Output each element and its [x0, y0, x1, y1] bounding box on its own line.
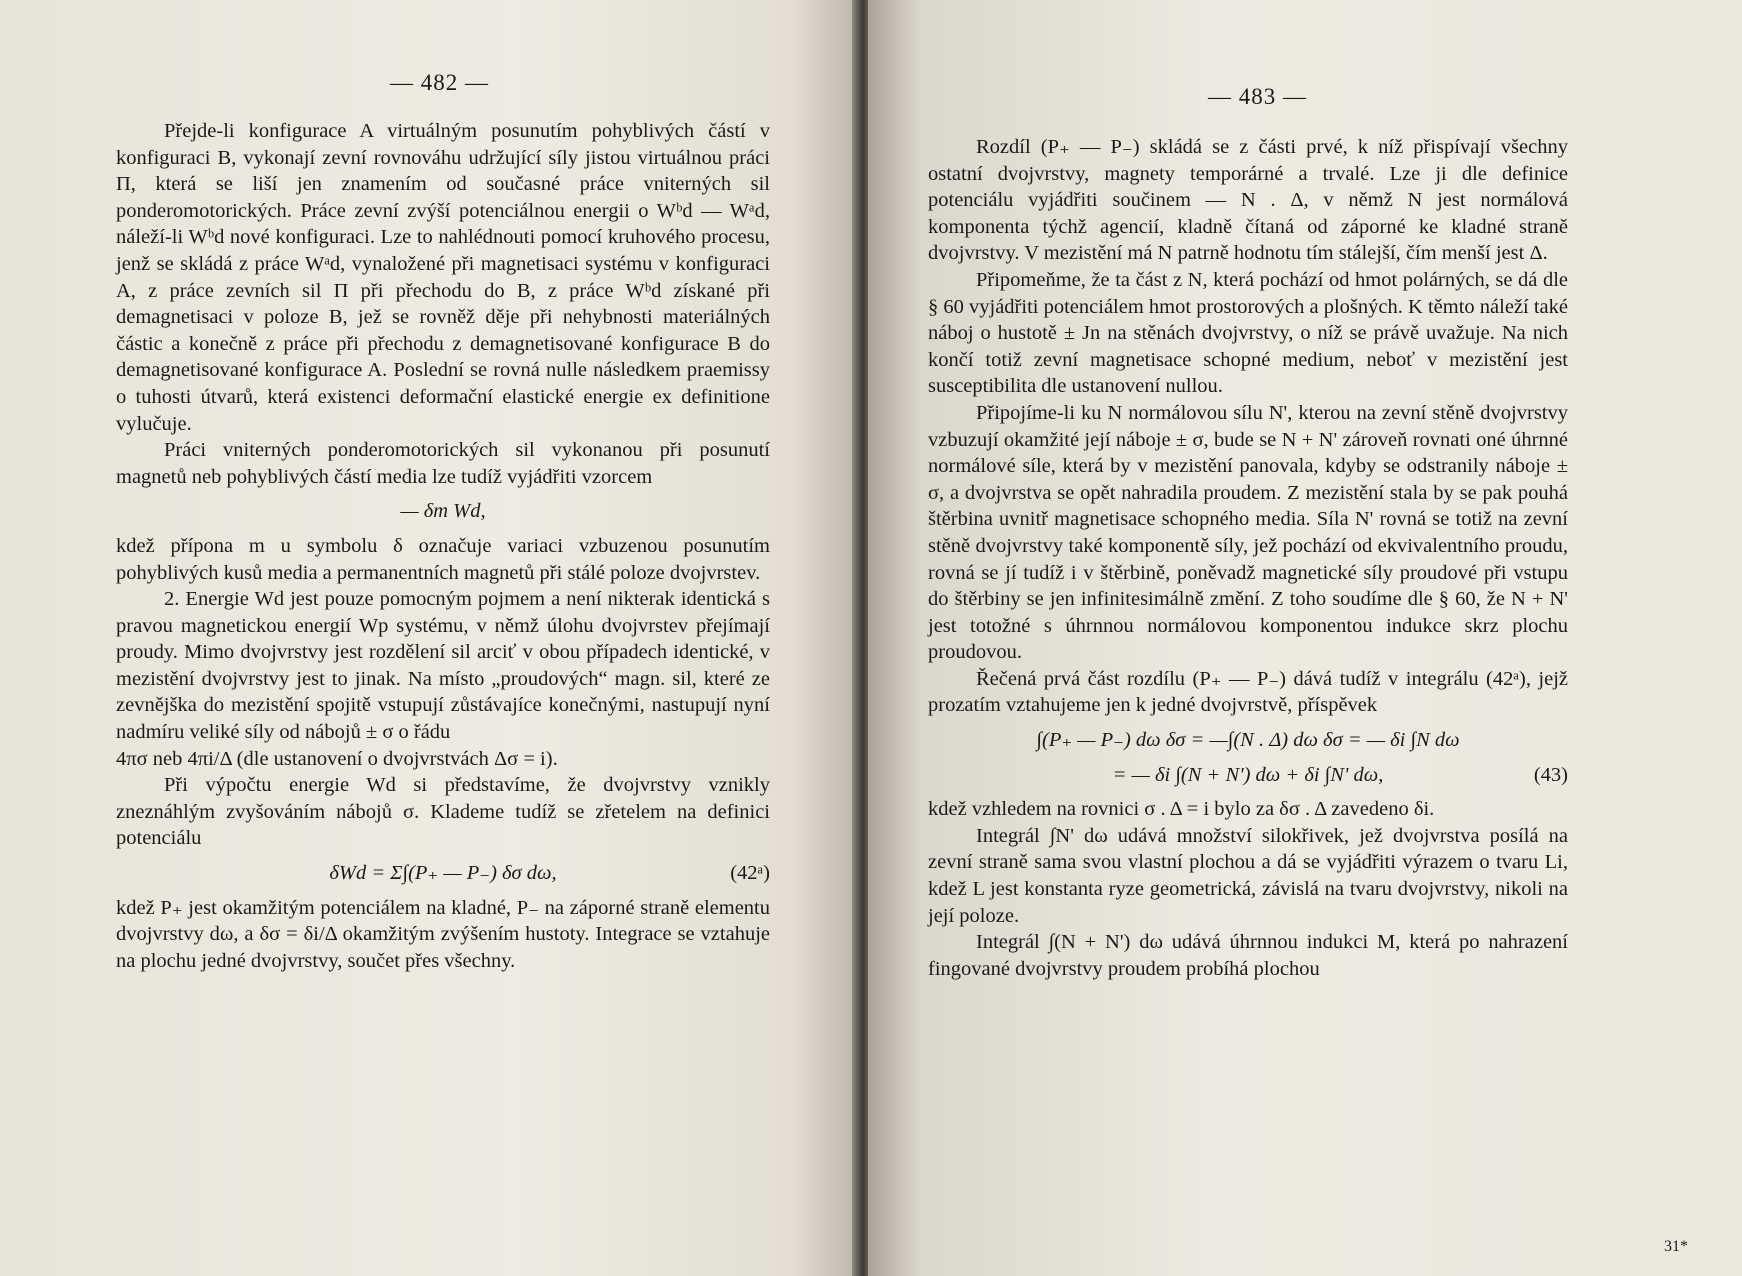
signature-mark: 31* — [1664, 1238, 1688, 1255]
paragraph: kdež P₊ jest okamžitým potenciálem na kladné, P₋ na záporné straně elementu dvojvrstvy dω, a δσ = δi/Δ okamžitým zvýšením hustoty. Integrace se vztahuje na plochu jedné dvojvrstvy, součet přes všechny. — [116, 896, 770, 972]
equation — [928, 762, 1568, 789]
equation — [116, 498, 770, 525]
equation-text: = — δi ∫(N + N') dω + δi ∫N' dω, — [1112, 763, 1384, 786]
paragraph: Řečená prvá část rozdílu (P₊ — P₋) dává tudíž v integrálu (42ᵃ), jejž prozatím vztahujeme jen k jedné dvojvrstvě, příspěvek — [928, 667, 1568, 717]
equation — [116, 860, 770, 887]
page-number-left: — 482 — — [390, 70, 489, 95]
paragraph: Integrál ∫(N + N') dω udává úhrnnou indukci M, která po nahrazení fingované dvojvrstvy proudem probíhá plochou — [928, 931, 1568, 980]
equation-text: — δm Wd, — [400, 500, 486, 523]
paragraph: Připojíme-li ku N normálovou sílu N', kterou na zevní stěně dvojvrstvy vzbuzují okamžité její náboje ± σ, bude se N + N' zároveň rovnati oné úhrnné normálové síle, která by v mezistění panovala, kdyby se odstranily náboje ± σ, a dvojvrstva se opět nahradila proudem. Z mezistění stala by se pak pouhá štěrbina uvnitř magnetisace schopného media. Síla N' rovná se totiž na zevní stěně dvojvrstvy také komponentě síly, jež pochází od ekvivalentního proudu, rovná se jí tudíž i v štěrbině, poněvadž magnetické síly proudové při vstupu do štěrbiny se jen infinitesimálně změní. Z toho soudíme dle § 60, že N + N' jest totožné s úhrnnou normálovou komponentou indukce skrz plochu proudovou. — [928, 401, 1568, 664]
equation-number: (43) — [1533, 763, 1568, 786]
equation — [928, 727, 1568, 754]
paragraph: Přejde-li konfigurace A virtuálným posunutím pohyblivých částí v konfiguraci B, vykonají zevní rovnováhu udržující síly jistou virtuálnou práci Π, která se liší jen znamením od současné práce vniterných sil ponderomotorických. Práce zevní zvýší potenciálnou energii o Wᵇd — Wᵃd, náleží-li Wᵇd nové konfiguraci. Lze to nahlédnouti pomocí kruhového procesu, jenž se skládá z práce Wᵃd, vynaložené při magnetisaci systému v konfiguraci A, z práce zevních sil Π při přechodu do B, z práce Wᵇd získané při demagnetisaci v poloze B, jež se rovněž děje při nehybnosti materiálných částic a konečně z práce při přechodu z demagnetisované konfigurace B do demagnetisované konfigurace A. Poslední se rovná nulle následkem praemissy o tuhosti útvarů, která existenci deformační elastické energie ex definitione vylučuje. — [116, 120, 770, 435]
paragraph: Integrál ∫N' dω udává množství silokřivek, jež dvojvrstva posílá na zevní straně sama svou vlastní plochou a dá se vyjádřiti výrazem o tvaru Li, kdež L jest konstanta ryze geometrická, závislá na tvaru dvojvrstvy, nikoli na její poloze. — [928, 824, 1568, 927]
equation-number: (42ᵃ) — [730, 862, 770, 885]
paragraph: 2. Energie Wd jest pouze pomocným pojmem a není nikterak identická s pravou magnetickou energií Wp systému, v němž úlohu dvojvrstev přejímají proudy. Mimo dvojvrstvy jest rozdělení sil arciť v obou případech identické, v mezistění dvojvrstvy jest to jinak. Na místo „proudových“ magn. sil, které ze zevnějška do mezistění spojitě vstupují zůstávajíce konečnými, nastupují nyní nadmíru veliké síly od nábojů ± σ o řádu — [116, 588, 770, 744]
paragraph: kdež přípona m u symbolu δ označuje variaci vzbuzenou posunutím pohyblivých kusů media a permanentních magnetů při stálé poloze dvojvrstev. — [116, 534, 770, 584]
right-page-text — [928, 134, 1568, 982]
equation-text: δWd = Σ∫(P₊ — P₋) δσ dω, — [329, 862, 557, 885]
paragraph: kdež vzhledem na rovnici σ . Δ = i bylo za δσ . Δ zavedeno δi. — [928, 798, 1435, 821]
equation-text: ∫(P₊ — P₋) dω δσ = —∫(N . Δ) dω δσ = — δi ∫N dω — [1036, 729, 1460, 752]
paragraph: Rozdíl (P₊ — P₋) skládá se z části prvé, k níž přispívají všechny ostatní dvojvrstvy, magnety temporárné a trvalé. Lze ji dle definice potenciálu vyjádřiti součinem — N . Δ, v němž N jest normálová komponenta týchž agencií, kladně čítaná od záporné ke kladné straně dvojvrstvy. V mezistění má N patrně hodnotu tím stálejší, čím menší jest Δ. — [928, 136, 1568, 265]
left-page-text — [116, 118, 770, 974]
left-page — [0, 0, 862, 1276]
paragraph: Připomeňme, že ta část z N, která pochází od hmot polárných, se dá dle § 60 vyjádřiti potenciálem hmot prostorových a plošných. K těmto náleží také náboj o hustotě ± Jn na stěnách dvojvrstvy, o níž se právě uvažuje. Na nich končí totiž zevní magnetisace schopné medium, neboť v mezistění jest susceptibilita dle ustanovení nullou. — [928, 268, 1568, 398]
page-number-right: — 483 — — [1208, 84, 1307, 109]
paragraph: Při výpočtu energie Wd si představíme, že dvojvrstvy vznikly zneznáhlým zvyšováním nábojů σ. Klademe tudíž se zřetelem na definici potenciálu — [116, 774, 770, 850]
paragraph: Práci vniterných ponderomotorických sil vykonanou při posunutí magnetů neb pohyblivých částí media lze tudíž vyjádřiti vzorcem — [116, 439, 770, 488]
paragraph: 4πσ neb 4πi/Δ (dle ustanovení o dvojvrstvách Δσ = i). — [116, 747, 558, 770]
right-page — [868, 0, 1742, 1276]
